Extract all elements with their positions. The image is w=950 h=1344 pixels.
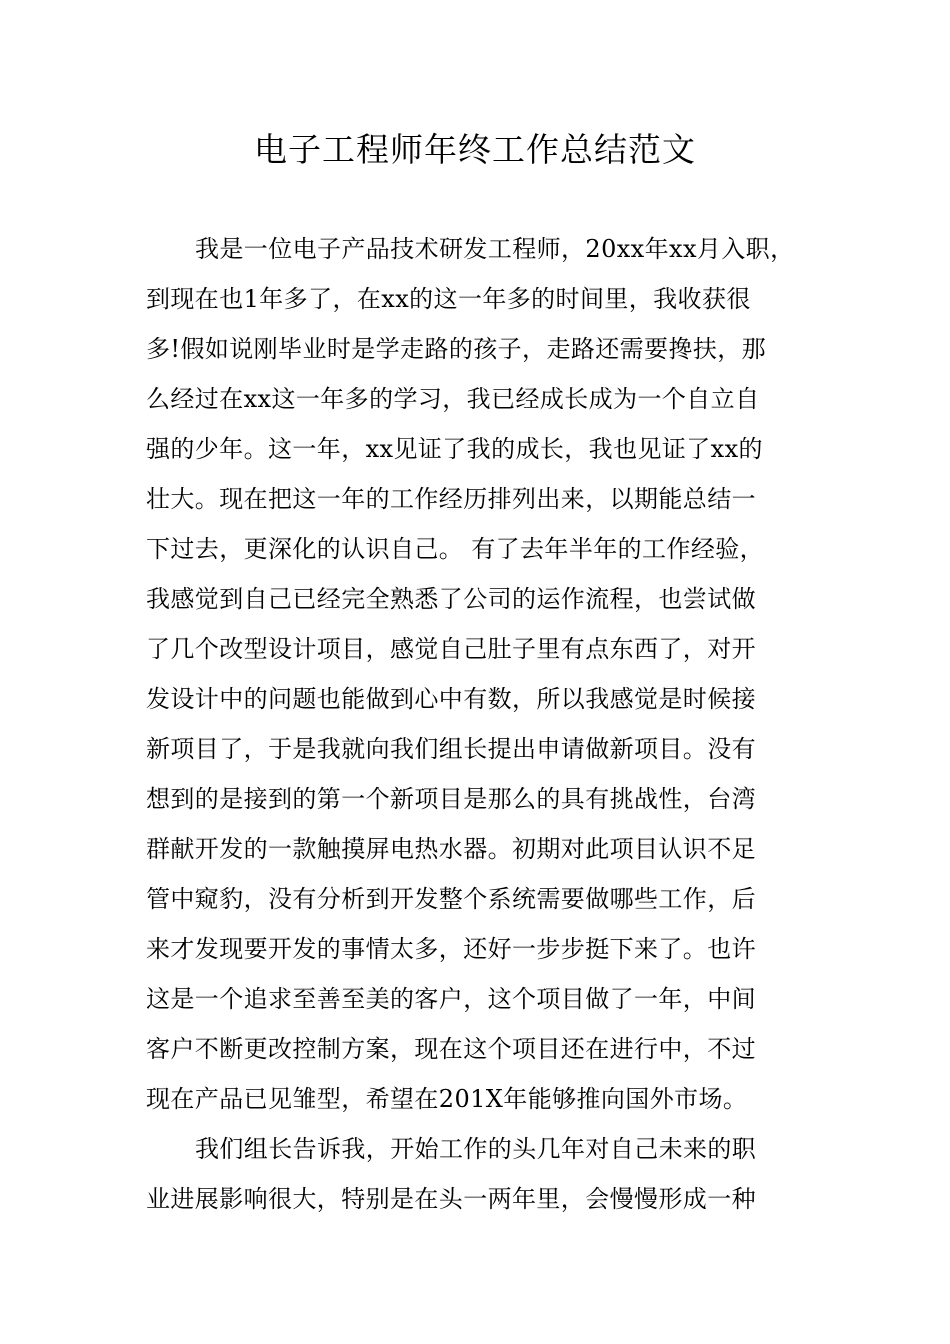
paragraph-line: 业进展影响很大，特别是在头一两年里，会慢慢形成一种 bbox=[146, 1185, 756, 1213]
paragraph-line: 客户不断更改控制方案，现在这个项目还在进行中，不过 bbox=[146, 1035, 756, 1063]
document-body bbox=[146, 224, 806, 1224]
paragraph-line: 管中窥豹，没有分析到开发整个系统需要做哪些工作，后 bbox=[146, 885, 756, 913]
paragraph-line: 壮大。现在把这一年的工作经历排列出来，以期能总结一 bbox=[146, 485, 756, 513]
paragraph-line: 么经过在xx这一年多的学习，我已经成长成为一个自立自 bbox=[146, 385, 760, 413]
paragraph-line: 现在产品已见雏型，希望在201X年能够推向国外市场。 bbox=[146, 1085, 748, 1113]
paragraph-line: 发设计中的问题也能做到心中有数，所以我感觉是时候接 bbox=[146, 685, 756, 713]
paragraph-line: 我感觉到自己已经完全熟悉了公司的运作流程，也尝试做 bbox=[146, 585, 756, 613]
paragraph-line: 我们组长告诉我，开始工作的头几年对自己未来的职 bbox=[195, 1135, 757, 1163]
paragraph-line: 到现在也1年多了，在xx的这一年多的时间里，我收获很 bbox=[146, 285, 751, 313]
paragraph-line: 了几个改型设计项目，感觉自己肚子里有点东西了，对开 bbox=[146, 635, 756, 663]
paragraph-line: 新项目了，于是我就向我们组长提出申请做新项目。没有 bbox=[146, 735, 756, 763]
paragraph-line: 群献开发的一款触摸屏电热水器。初期对此项目认识不足 bbox=[146, 835, 756, 863]
paragraph-line: 这是一个追求至善至美的客户，这个项目做了一年，中间 bbox=[146, 985, 756, 1013]
paragraph-line: 下过去，更深化的认识自己。 有了去年半年的工作经验， bbox=[146, 535, 765, 563]
paragraph-line: 我是一位电子产品技术研发工程师，20xx年xx月入职， bbox=[195, 235, 795, 263]
paragraph-line: 多!假如说刚毕业时是学走路的孩子，走路还需要搀扶，那 bbox=[146, 335, 767, 363]
document-title: 电子工程师年终工作总结范文 bbox=[254, 130, 696, 169]
paragraph-line: 来才发现要开发的事情太多，还好一步步挺下来了。也许 bbox=[146, 935, 756, 963]
paragraph-line: 想到的是接到的第一个新项目是那么的具有挑战性，台湾 bbox=[146, 785, 756, 813]
paragraph-line: 强的少年。这一年，xx见证了我的成长，我也见证了xx的 bbox=[146, 435, 763, 463]
